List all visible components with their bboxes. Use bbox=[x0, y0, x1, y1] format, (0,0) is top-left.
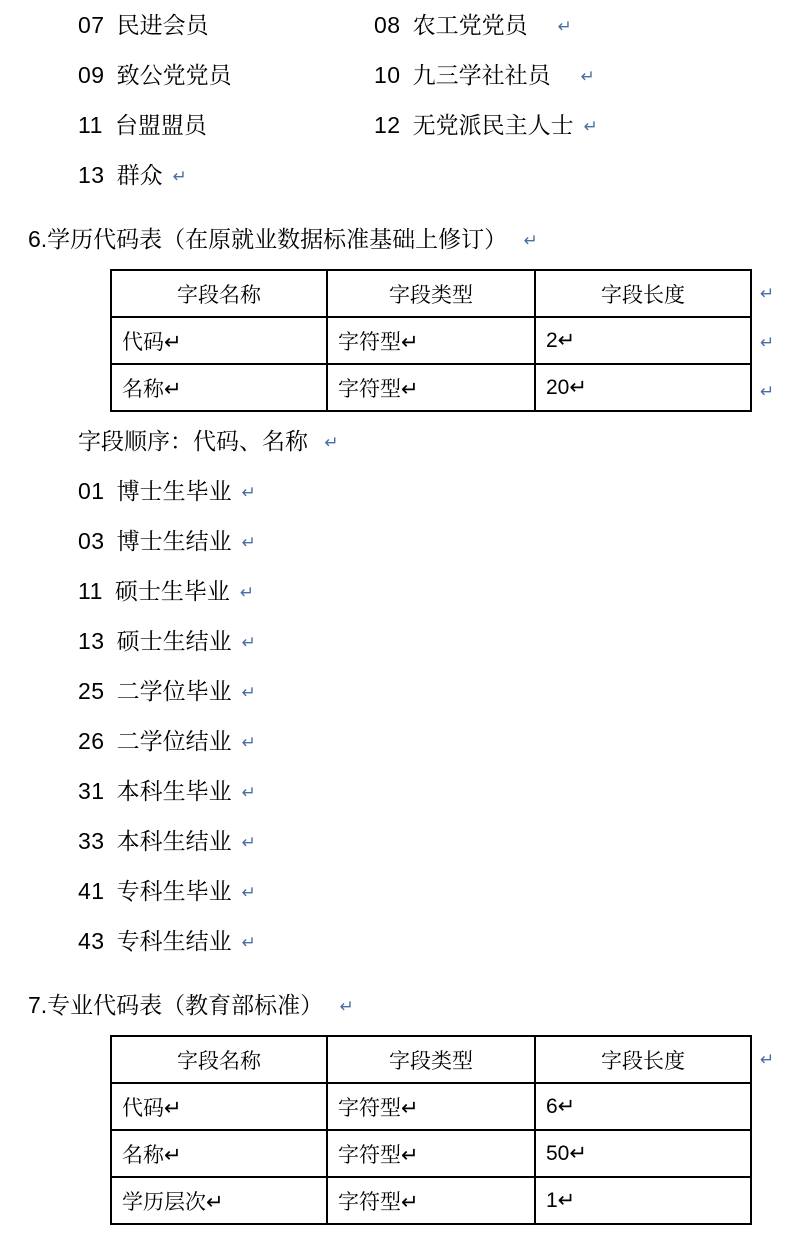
paragraph-mark-icon: ↵ bbox=[760, 1050, 775, 1069]
table-row-marks bbox=[752, 269, 774, 416]
paragraph-mark-icon: ↵ bbox=[339, 997, 354, 1016]
code-number: 07 bbox=[78, 12, 105, 38]
table-cell: 6↵ bbox=[535, 1083, 751, 1130]
table-cell: 名称↵ bbox=[111, 1130, 327, 1177]
list-item bbox=[0, 816, 800, 866]
paragraph-mark-icon: ↵ bbox=[580, 67, 595, 86]
code-number: 43 bbox=[78, 928, 105, 954]
code-number: 11 bbox=[78, 112, 103, 138]
code-label: 致公党党员 bbox=[116, 62, 232, 88]
section-heading-text: 7.专业代码表（教育部标准） bbox=[28, 992, 324, 1018]
list-item bbox=[0, 616, 800, 666]
code-label: 博士生结业 bbox=[116, 528, 232, 554]
table-header-cell: 字段长度 bbox=[535, 270, 751, 317]
paragraph-mark-icon: ↵ bbox=[241, 833, 256, 852]
table-cell: 字符型↵ bbox=[327, 1130, 535, 1177]
table-header-cell: 字段名称 bbox=[111, 1036, 327, 1083]
table-row bbox=[111, 317, 751, 364]
code-label: 硕士生毕业 bbox=[114, 578, 230, 604]
table-cell: 1↵ bbox=[535, 1177, 751, 1224]
code-number: 13 bbox=[78, 162, 105, 188]
list-item bbox=[0, 716, 800, 766]
code-label: 专科生毕业 bbox=[116, 878, 232, 904]
code-number: 03 bbox=[78, 528, 105, 554]
list-item bbox=[0, 916, 800, 966]
code-label: 二学位结业 bbox=[116, 728, 232, 754]
paragraph-mark-icon: ↵ bbox=[241, 533, 256, 552]
table-cell: 字符型↵ bbox=[327, 364, 535, 411]
paragraph-mark-icon: ↵ bbox=[241, 633, 256, 652]
list-item bbox=[0, 566, 800, 616]
table-cell: 2↵ bbox=[535, 317, 751, 364]
code-number: 25 bbox=[78, 678, 105, 704]
code-number: 08 bbox=[374, 12, 401, 38]
paragraph-mark-icon: ↵ bbox=[583, 117, 598, 136]
paragraph-mark-icon: ↵ bbox=[760, 382, 775, 401]
table-header-cell: 字段类型 bbox=[327, 270, 535, 317]
paragraph-mark-icon: ↵ bbox=[760, 284, 775, 303]
code-number: 33 bbox=[78, 828, 105, 854]
paragraph-mark-icon: ↵ bbox=[241, 883, 256, 902]
paragraph-mark-icon: ↵ bbox=[172, 167, 187, 186]
code-label: 专科生结业 bbox=[116, 928, 232, 954]
code-number: 11 bbox=[78, 578, 103, 604]
party-code-list bbox=[0, 0, 800, 200]
paragraph-mark-icon: ↵ bbox=[241, 783, 256, 802]
paragraph-mark-icon: ↵ bbox=[239, 583, 255, 602]
paragraph-mark-icon: ↵ bbox=[557, 17, 572, 36]
table-cell: 代码↵ bbox=[111, 1083, 327, 1130]
section-heading-major-code bbox=[0, 988, 800, 1025]
section-heading-text: 6.学历代码表（在原就业数据标准基础上修订） bbox=[28, 226, 508, 252]
field-order-text: 字段顺序：代码、名称 bbox=[78, 428, 308, 454]
table-cell: 字符型↵ bbox=[327, 317, 535, 364]
major-code-table bbox=[110, 1035, 752, 1225]
list-item bbox=[0, 50, 800, 100]
code-label: 台盟盟员 bbox=[114, 112, 207, 138]
table-cell: 学历层次↵ bbox=[111, 1177, 327, 1224]
education-code-list bbox=[0, 466, 800, 966]
section-heading-education-code bbox=[0, 222, 800, 259]
code-label: 博士生毕业 bbox=[116, 478, 232, 504]
field-order-line bbox=[0, 416, 800, 466]
code-number: 01 bbox=[78, 478, 105, 504]
list-item bbox=[0, 866, 800, 916]
code-number: 26 bbox=[78, 728, 105, 754]
table-cell: 名称↵ bbox=[111, 364, 327, 411]
table-row bbox=[111, 1177, 751, 1224]
list-item bbox=[0, 666, 800, 716]
table-cell: 字符型↵ bbox=[327, 1083, 535, 1130]
table-row-marks bbox=[752, 1035, 774, 1084]
paragraph-mark-icon: ↵ bbox=[241, 683, 256, 702]
code-label: 无党派民主人士 bbox=[412, 112, 574, 138]
table-header-row bbox=[111, 270, 751, 317]
table-cell: 字符型↵ bbox=[327, 1177, 535, 1224]
table-row bbox=[111, 1130, 751, 1177]
table-header-cell: 字段类型 bbox=[327, 1036, 535, 1083]
code-number: 12 bbox=[374, 112, 401, 138]
paragraph-mark-icon: ↵ bbox=[241, 483, 256, 502]
education-code-table bbox=[110, 269, 752, 412]
code-label: 农工党党员 bbox=[412, 12, 528, 38]
paragraph-mark-icon: ↵ bbox=[241, 933, 256, 952]
code-label: 九三学社社员 bbox=[412, 62, 551, 88]
list-item bbox=[0, 766, 800, 816]
table-header-cell: 字段长度 bbox=[535, 1036, 751, 1083]
list-item bbox=[0, 466, 800, 516]
table-header-cell: 字段名称 bbox=[111, 270, 327, 317]
code-number: 13 bbox=[78, 628, 105, 654]
paragraph-mark-icon: ↵ bbox=[324, 433, 339, 452]
code-label: 本科生毕业 bbox=[116, 778, 232, 804]
code-label: 民进会员 bbox=[116, 12, 209, 38]
table-cell: 代码↵ bbox=[111, 317, 327, 364]
code-number: 31 bbox=[78, 778, 105, 804]
code-label: 硕士生结业 bbox=[116, 628, 232, 654]
code-label: 本科生结业 bbox=[116, 828, 232, 854]
paragraph-mark-icon: ↵ bbox=[241, 733, 256, 752]
table-row bbox=[111, 364, 751, 411]
list-item bbox=[0, 150, 800, 200]
education-code-table-wrapper bbox=[0, 269, 800, 416]
code-number: 10 bbox=[374, 62, 401, 88]
code-label: 群众 bbox=[116, 162, 163, 188]
code-label: 二学位毕业 bbox=[116, 678, 232, 704]
list-item bbox=[0, 0, 800, 50]
code-number: 41 bbox=[78, 878, 105, 904]
table-cell: 50↵ bbox=[535, 1130, 751, 1177]
code-number: 09 bbox=[78, 62, 105, 88]
table-row bbox=[111, 1083, 751, 1130]
paragraph-mark-icon: ↵ bbox=[523, 231, 538, 250]
paragraph-mark-icon: ↵ bbox=[760, 333, 775, 352]
table-cell: 20↵ bbox=[535, 364, 751, 411]
list-item bbox=[0, 516, 800, 566]
major-code-table-wrapper bbox=[0, 1035, 800, 1225]
list-item bbox=[0, 100, 800, 150]
table-header-row bbox=[111, 1036, 751, 1083]
